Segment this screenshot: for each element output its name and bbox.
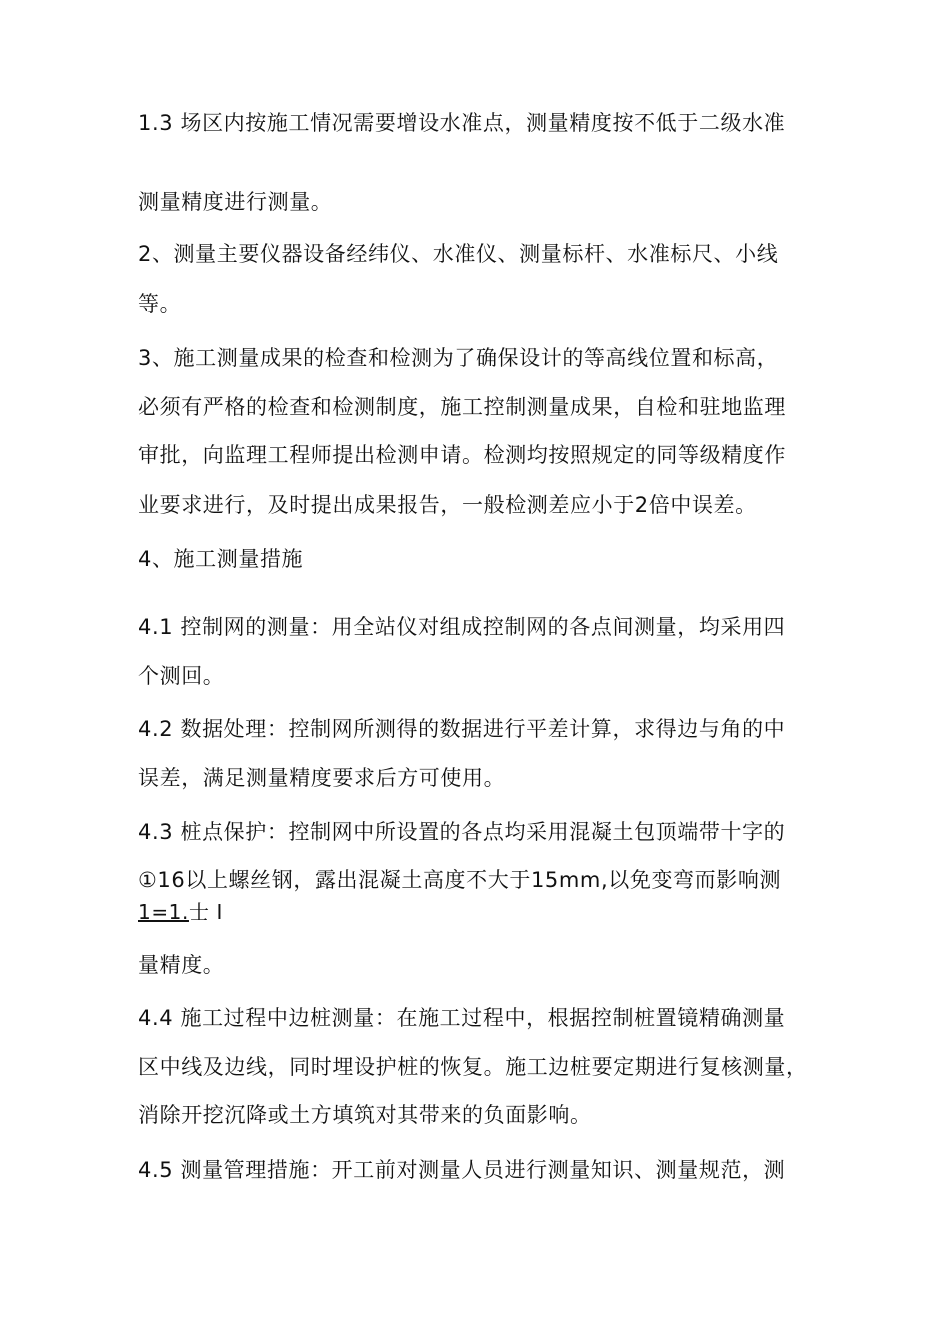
text-line-5: 3、施工测量成果的检查和检测为了确保设计的等高线位置和标高， (138, 346, 779, 370)
stray-mark-underlined: 1=1. (138, 900, 189, 924)
text-line-20: 4.5 测量管理措施：开工前对测量人员进行测量知识、测量规范，测 (138, 1158, 786, 1182)
text-line-1: 1.3 场区内按施工情况需要增设水准点，测量精度按不低于二级水准 (138, 111, 786, 135)
text-line-10: 4.1 控制网的测量：用全站仪对组成控制网的各点间测量，均采用四 (138, 615, 786, 639)
text-line-15: ①16以上螺丝钢，露出混凝土高度不大于15mm,以免变弯而影响测 (138, 868, 782, 892)
text-line-2: 测量精度进行测量。 (138, 190, 333, 214)
text-line-14: 4.3 桩点保护：控制网中所设置的各点均采用混凝土包顶端带十字的 (138, 820, 786, 844)
text-line-7: 审批，向监理工程师提出检测申请。检测均按照规定的同等级精度作 (138, 443, 786, 467)
text-line-9: 4、施工测量措施 (138, 547, 304, 571)
text-line-11: 个测回。 (138, 664, 225, 688)
text-line-8: 业要求进行，及时提出成果报告，一般检测差应小于2倍中误差。 (138, 493, 757, 517)
stray-mark (138, 898, 223, 926)
text-line-19: 消除开挖沉降或土方填筑对其带来的负面影响。 (138, 1103, 592, 1127)
text-line-13: 误差，满足测量精度要求后方可使用。 (138, 766, 506, 790)
text-line-6: 必须有严格的检查和检测制度，施工控制测量成果，自检和驻地监理 (138, 395, 786, 419)
text-line-12: 4.2 数据处理：控制网所测得的数据进行平差计算，求得边与角的中 (138, 717, 786, 741)
text-line-3: 2、测量主要仪器设备经纬仪、水准仪、测量标杆、水准标尺、小线 (138, 242, 779, 266)
stray-mark-rest: 士 I (188, 900, 224, 924)
text-line-18: 区中线及边线，同时埋设护桩的恢复。施工边桩要定期进行复核测量， (138, 1055, 808, 1079)
text-line-4: 等。 (138, 292, 182, 316)
text-line-16: 量精度。 (138, 953, 225, 977)
text-line-17: 4.4 施工过程中边桩测量：在施工过程中，根据控制桩置镜精确测量 (138, 1006, 786, 1030)
